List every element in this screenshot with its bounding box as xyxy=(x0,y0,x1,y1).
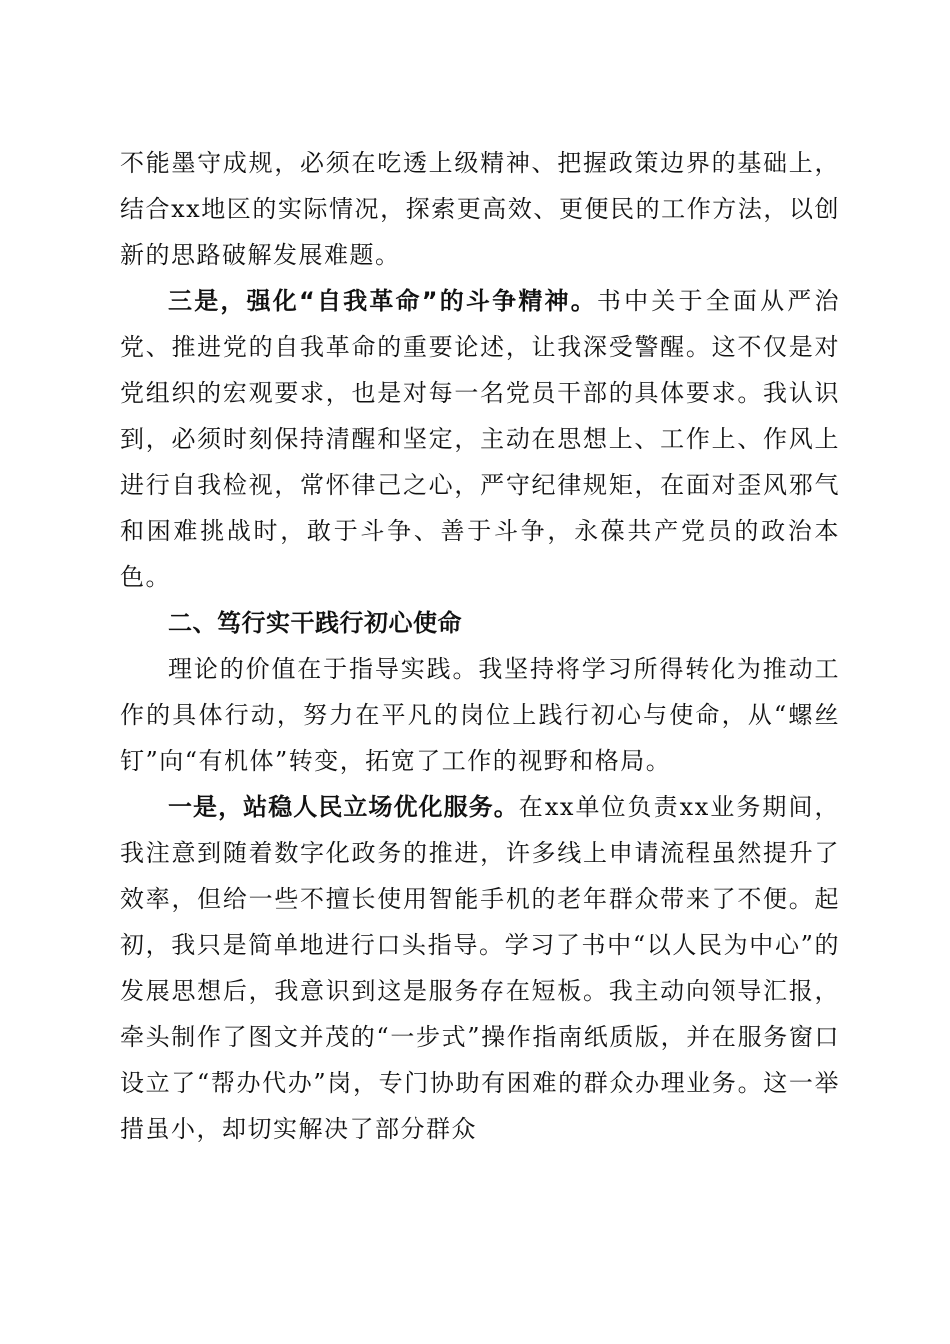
point-three-lead: 三是，强化“自我革命”的斗争精神。 xyxy=(168,287,597,315)
section-two-heading: 二、笃行实干践行初心使命 xyxy=(168,609,462,637)
point-one-paragraph xyxy=(120,784,840,1152)
continued-paragraph: 不能墨守成规，必须在吃透上级精神、把握政策边界的基础上，结合xx地区的实际情况，探索更高效、更便民的工作方法，以创新的思路破解发展难题。 xyxy=(120,149,840,269)
section-two-intro: 理论的价值在于指导实践。我坚持将学习所得转化为推动工作的具体行动，努力在平凡的岗位上践行初心与使命，从“螺丝钉”向“有机体”转变，拓宽了工作的视野和格局。 xyxy=(120,655,840,775)
point-three-paragraph xyxy=(120,278,840,600)
point-three-body: 书中关于全面从严治党、推进党的自我革命的重要论述，让我深受警醒。这不仅是对党组织的宏观要求，也是对每一名党员干部的具体要求。我认识到，必须时刻保持清醒和坚定，主动在思想上、工作上、作风上进行自我检视，常怀律己之心，严守纪律规矩，在面对歪风邪气和困难挑战时，敢于斗争、善于斗争，永葆共产党员的政治本色。 xyxy=(120,287,841,591)
point-one-body: 在xx单位负责xx业务期间，我注意到随着数字化政务的推进，许多线上申请流程虽然提升了效率，但给一些不擅长使用智能手机的老年群众带来了不便。起初，我只是简单地进行口头指导。学习了书中“以人民为中心”的发展思想后，我意识到这是服务存在短板。我主动向领导汇报，牵头制作了图文并茂的“一步式”操作指南纸质版，并在服务窗口设立了“帮办代办”岗，专门协助有困难的群众办理业务。这一举措虽小，却切实解决了部分群众 xyxy=(120,793,841,1143)
point-one-lead: 一是，站稳人民立场优化服务。 xyxy=(168,793,519,821)
document-body xyxy=(120,140,840,1152)
